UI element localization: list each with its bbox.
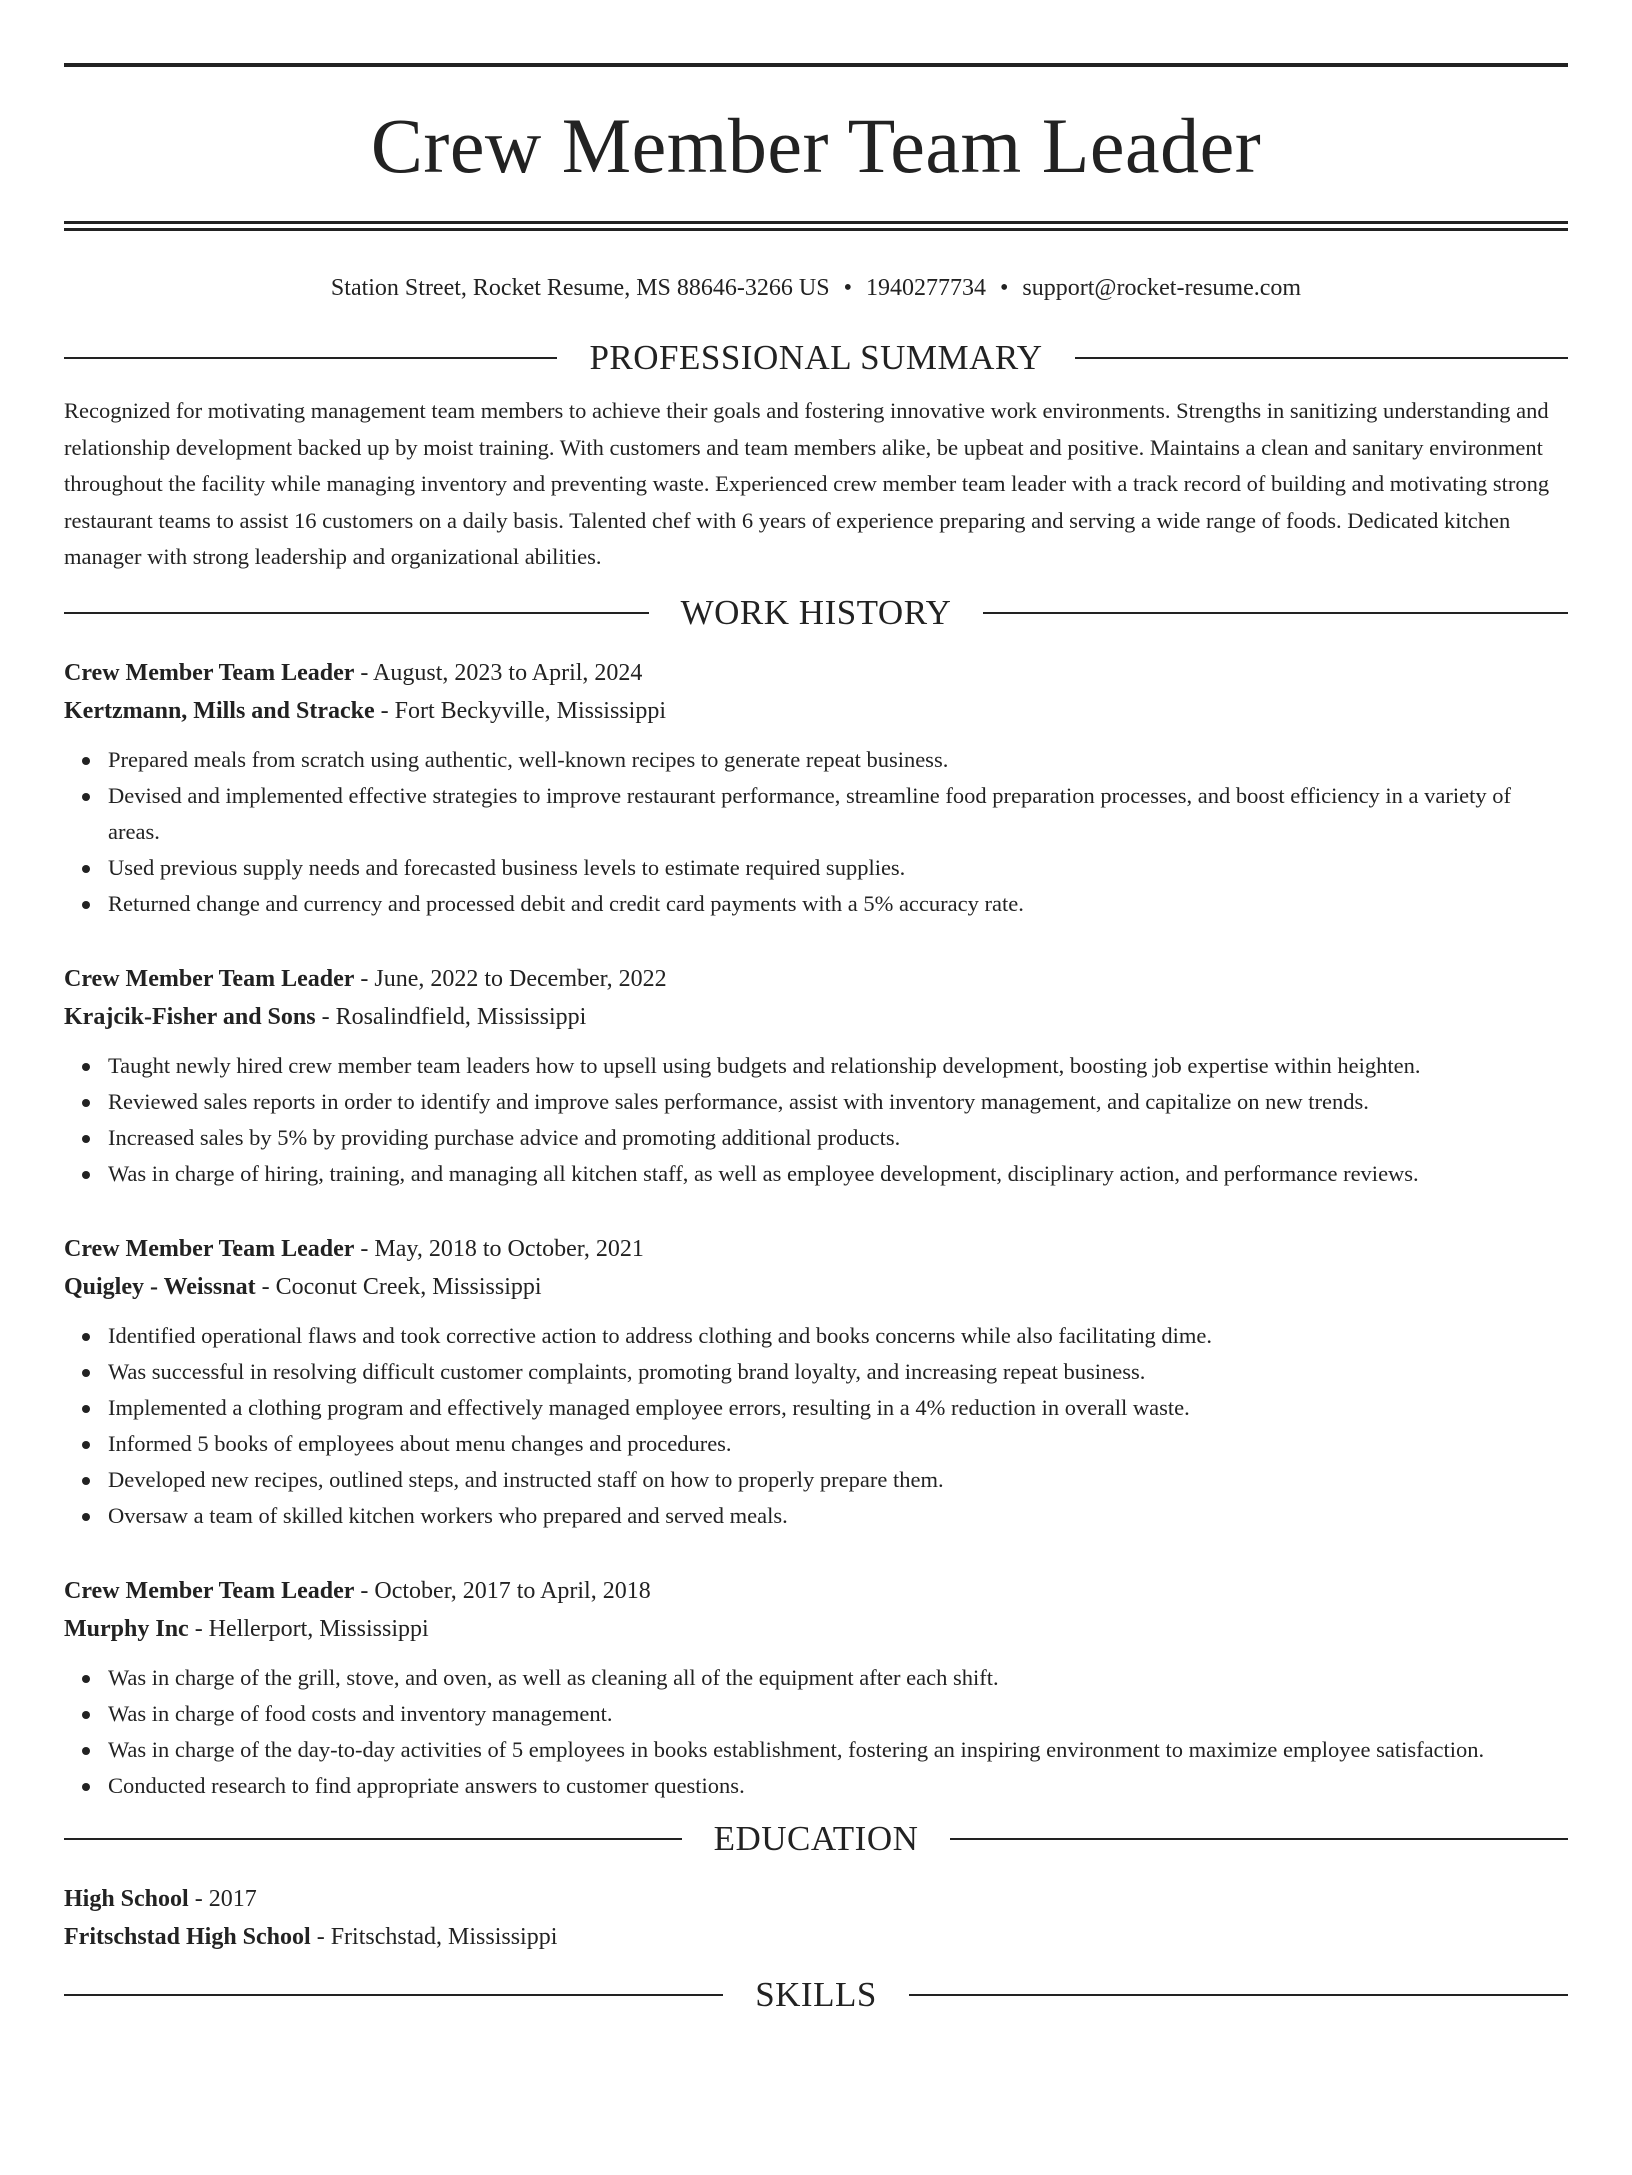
job-bullets [64,1048,1568,1192]
degree: High School [64,1885,189,1912]
summary-heading [64,337,1568,379]
job-dates: - June, 2022 to December, 2022 [354,965,667,992]
bullet-item: Informed 5 books of employees about menu changes and procedures. [108,1426,1568,1462]
company-name: Murphy Inc [64,1615,189,1642]
company-location: - Rosalindfield, Mississippi [315,1003,587,1030]
degree-line [64,1880,1568,1918]
bullet-item: Identified operational flaws and took corrective action to address clothing and books concerns while also facilitating dime. [108,1318,1568,1354]
graduation-year: - 2017 [188,1885,257,1912]
section-title: EDUCATION [713,1818,919,1858]
job-entry [64,1230,1568,1534]
job-title-line [64,1572,1568,1610]
contact-line [64,273,1568,303]
candidate-name: Crew Member Team Leader [370,102,1262,189]
section-title: WORK HISTORY [680,592,952,632]
company-location: - Hellerport, Mississippi [188,1615,429,1642]
job-title-line [64,1230,1568,1268]
job-title: Crew Member Team Leader [64,1577,355,1604]
job-company-line [64,998,1568,1036]
job-dates: - August, 2023 to April, 2024 [354,659,643,686]
company-name: Krajcik-Fisher and Sons [64,1003,316,1030]
email: support@rocket-resume.com [1022,275,1302,301]
job-bullets [64,1318,1568,1534]
bullet-item: Used previous supply needs and forecasted business levels to estimate required supplies. [108,850,1568,886]
job-title: Crew Member Team Leader [64,965,355,992]
heading-rule-left [64,612,649,614]
skills-heading [64,1974,1568,2016]
company-location: - Coconut Creek, Mississippi [255,1273,542,1300]
bullet-item: Reviewed sales reports in order to identify and improve sales performance, assist with inventory management, and capitalize on new trends. [108,1084,1568,1120]
address: Station Street, Rocket Resume, MS 88646-3266 US [330,275,830,301]
job-title-line [64,654,1568,692]
bullet-item: Implemented a clothing program and effectively managed employee errors, resulting in a 4% reduction in overall waste. [108,1390,1568,1426]
bullet-item: Taught newly hired crew member team leaders how to upsell using budgets and relationship development, boosting job expertise within heighten. [108,1048,1568,1084]
work-heading [64,592,1568,634]
heading-rule-right [950,1838,1568,1840]
heading-rule-right [909,1994,1568,1996]
summary-text: Recognized for motivating management team members to achieve their goals and fostering innovative work environments. Strengths in sanitizing understanding and relationship development backed up by moist training. With customers and team members alike, be upbeat and positive. Maintains a clean and sanitary environment throughout the facility while managing inventory and preventing waste. Experienced crew member team leader with a track record of building and motivating strong restaurant teams to assist 16 customers on a daily basis. Talented chef with 6 years of experience preparing and serving a wide range of foods. Dedicated kitchen manager with strong leadership and organizational abilities. [64,398,1550,569]
phone: 1940277734 [865,275,986,301]
heading-rule-right [983,612,1568,614]
bullet-item: Developed new recipes, outlined steps, and instructed staff on how to properly prepare them. [108,1462,1568,1498]
bullet-item: Returned change and currency and processed debit and credit card payments with a 5% accuracy rate. [108,886,1568,922]
job-bullets [64,742,1568,922]
resume-page [0,63,1632,2175]
bullet-item: Was in charge of hiring, training, and managing all kitchen staff, as well as employee development, disciplinary action, and performance reviews. [108,1156,1568,1192]
bullet-item: Was in charge of the grill, stove, and oven, as well as cleaning all of the equipment after each shift. [108,1660,1568,1696]
bullet-item: Conducted research to find appropriate answers to customer questions. [108,1768,1568,1804]
heading-rule-left [64,1994,723,1996]
school-name: Fritschstad High School [64,1923,311,1950]
job-company-line [64,1268,1568,1306]
bullet-item: Was in charge of the day-to-day activities of 5 employees in books establishment, fostering an inspiring environment to maximize employee satisfaction. [108,1732,1568,1768]
section-title: PROFESSIONAL SUMMARY [589,338,1043,377]
job-company-line [64,1610,1568,1648]
heading-rule-right [1075,357,1568,359]
school-line [64,1918,1568,1956]
job-title: Crew Member Team Leader [64,659,355,686]
company-location: - Fort Beckyville, Mississippi [374,697,666,724]
job-dates: - October, 2017 to April, 2018 [354,1577,651,1604]
bullet-item: Prepared meals from scratch using authentic, well-known recipes to generate repeat business. [108,742,1568,778]
bullet-item: Increased sales by 5% by providing purchase advice and promoting additional products. [108,1120,1568,1156]
separator-dot: • [999,275,1009,301]
job-entry [64,1572,1568,1804]
job-bullets [64,1660,1568,1804]
job-title-line [64,960,1568,998]
job-title: Crew Member Team Leader [64,1235,355,1262]
bullet-item: Was successful in resolving difficult customer complaints, promoting brand loyalty, and increasing repeat business. [108,1354,1568,1390]
section-title: SKILLS [755,1974,877,2014]
double-rule [64,221,1568,231]
job-entry [64,960,1568,1192]
heading-rule-left [64,357,557,359]
education-heading [64,1818,1568,1860]
bullet-item: Devised and implemented effective strategies to improve restaurant performance, streamline food preparation processes, and boost efficiency in a variety of areas. [108,778,1568,850]
bullet-item: Oversaw a team of skilled kitchen workers who prepared and served meals. [108,1498,1568,1534]
separator-dot: • [843,275,852,301]
school-location: - Fritschstad, Mississippi [310,1923,558,1950]
job-company-line [64,692,1568,730]
company-name: Quigley - Weissnat [64,1273,256,1300]
heading-rule-left [64,1838,682,1840]
top-rule [64,63,1568,67]
job-dates: - May, 2018 to October, 2021 [354,1235,644,1262]
company-name: Kertzmann, Mills and Stracke [64,697,375,724]
job-entry [64,654,1568,922]
bullet-item: Was in charge of food costs and inventory management. [108,1696,1568,1732]
education-entry [64,1880,1568,1956]
